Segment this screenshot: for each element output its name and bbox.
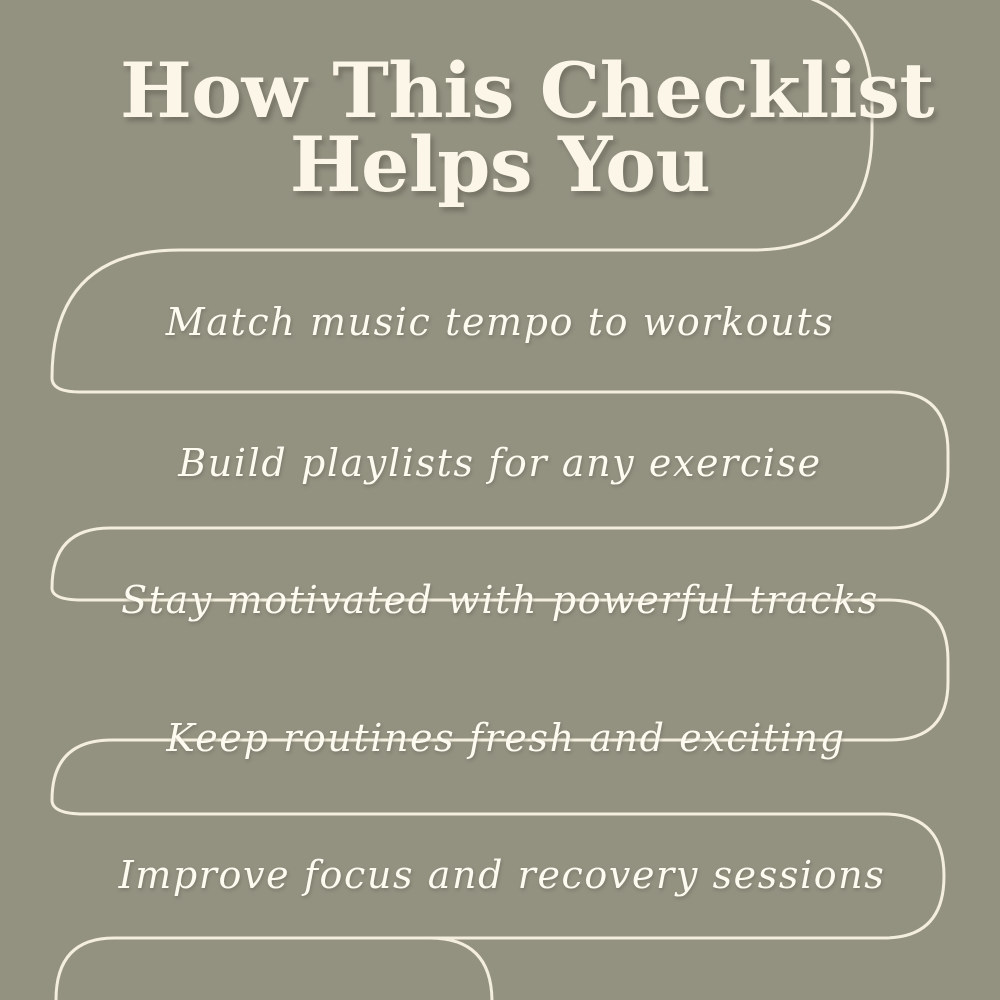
list-item: Keep routines fresh and exciting bbox=[166, 716, 846, 760]
list-item: Stay motivated with powerful tracks bbox=[121, 578, 879, 622]
list-item: Match music tempo to workouts bbox=[165, 300, 835, 344]
page-title-line-1: How This Checklist bbox=[120, 46, 934, 135]
list-item: Build playlists for any exercise bbox=[178, 441, 822, 485]
page-title bbox=[120, 46, 934, 209]
page-title-line-2: Helps You bbox=[289, 119, 711, 209]
list-item: Improve focus and recovery sessions bbox=[118, 853, 886, 897]
